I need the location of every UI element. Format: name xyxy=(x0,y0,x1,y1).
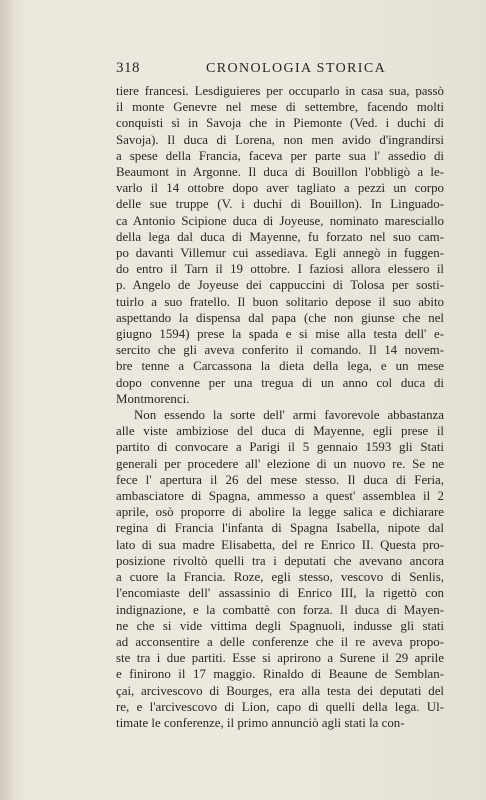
text-line: a cuore la Francia. Roze, egli stesso, vescovo di Senlis, xyxy=(116,570,444,585)
text-line: fece l' apertura il 26 del mese stesso. Il duca di Feria, xyxy=(116,472,444,487)
text-line: p. Angelo de Joyeuse dei cappuccini di Tolosa per sosti- xyxy=(116,278,444,293)
text-line: partito di convocare a Parigi il 5 gennaio 1593 gli Stati xyxy=(116,440,444,455)
text-line: Montmorenci. xyxy=(116,391,190,406)
text-line: ambasciatore di Spagna, ammesso a quest' assemblea il 2 xyxy=(116,489,444,504)
text-line: tuirlo a suo fratello. Il buon solitario depose il suo abito xyxy=(116,294,444,309)
text-line: dopo convenne per una tregua di un anno col duca di xyxy=(116,375,444,390)
text-line: ad acconsentire a delle conferenze che il re aveva propo- xyxy=(116,634,444,649)
text-line: re, e l'arcivescovo di Lion, capo di quelli della lega. Ul- xyxy=(116,699,444,714)
paragraph xyxy=(116,407,444,731)
text-line: tiere francesi. Lesdiguieres per occuparlo in casa sua, passò xyxy=(116,84,444,98)
text-line: l'encomiaste dell' assassinio di Enrico III, la rigettò con xyxy=(116,586,444,601)
text-line: giugno 1594) prese la spada e si mise alla testa dell' e- xyxy=(116,327,444,342)
text-line: aspettando la dispensa dal papa (che non giunse che nel xyxy=(116,310,444,325)
page-number: 318 xyxy=(116,60,140,76)
text-line: po davanti Villemur cui assediava. Egli annegò in fuggen- xyxy=(116,246,444,261)
paragraph xyxy=(116,83,444,407)
text-line: bre tenne a Carcassona la dieta della lega, e un mese xyxy=(116,359,444,374)
text-line: varlo il 14 ottobre dopo aver tagliato a pezzi un corpo xyxy=(116,181,444,196)
text-line: e finirono il 17 maggio. Rinaldo di Beaune de Semblan- xyxy=(116,667,444,682)
text-line: timate le conferenze, il primo annunciò agli stati la con- xyxy=(116,715,405,730)
page-header xyxy=(116,60,444,80)
text-line: do entro il Tarn il 19 ottobre. I faziosi allora elessero il xyxy=(116,262,444,277)
text-line: delle sue truppe (V. i duchi di Bouillon). In Linguado- xyxy=(116,197,444,212)
text-line: indignazione, e la combattè con forza. Il duca di Mayen- xyxy=(116,602,444,617)
text-line: a spese della Francia, faceva per parte sua l' assedio di xyxy=(116,148,444,163)
text-line: della lega dal duca di Mayenne, fu forzato nel suo cam- xyxy=(116,229,444,244)
text-line: ste tra i due partiti. Esse si aprirono a Surene il 29 aprile xyxy=(116,651,444,666)
text-line: conquisti sì in Savoja che in Piemonte (Ved. i duchi di xyxy=(116,116,444,131)
text-line: ne che si vide vittima degli Spagnuoli, indusse gli stati xyxy=(116,618,444,633)
text-line: lato di sua madre Elisabetta, del re Enrico II. Questa pro- xyxy=(116,537,444,552)
text-line: regina di Francia l'infanta di Spagna Isabella, nipote dal xyxy=(116,521,444,536)
text-line: Beaumont in Argonne. Il duca di Bouillon l'obbligò a le- xyxy=(116,165,444,180)
text-line: Non essendo la sorte dell' armi favorevole abbastanza xyxy=(134,408,444,423)
text-line: Savoja). Il duca di Lorena, non men avido d'ingrandirsi xyxy=(116,132,444,147)
text-line: generali per procedere all' elezione di un nuovo re. Se ne xyxy=(116,456,444,471)
page-gutter-shadow xyxy=(0,0,14,800)
text-line: posizione rivoltò quelli tra i deputati che avevano ancora xyxy=(116,553,444,568)
text-line: alle viste ambiziose del duca di Mayenne, egli prese il xyxy=(116,424,444,439)
text-line: aprile, osò proporre di abolire la legge salica e dichiarare xyxy=(116,505,444,520)
running-title: CRONOLOGIA STORICA xyxy=(206,61,387,76)
text-line: sercito che gli aveva conferito il comando. Il 14 novem- xyxy=(116,343,444,358)
text-line: çai, arcivescovo di Bourges, era alla testa dei deputati del xyxy=(116,683,444,698)
text-line: ca Antonio Scipione duca di Joyeuse, nominato maresciallo xyxy=(116,213,444,228)
text-line: il monte Genevre nel mese di settembre, facendo molti xyxy=(116,100,444,115)
body-text xyxy=(116,83,444,731)
